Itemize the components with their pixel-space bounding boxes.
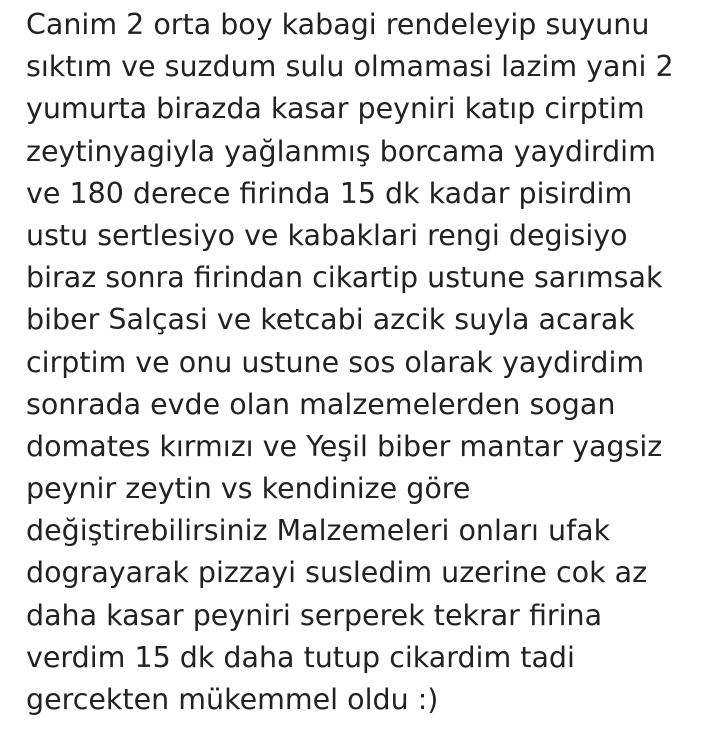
text-line-8: biber Salçasi ve ketcabi azcik suyla acarak [26, 303, 635, 337]
text-line-9: cirptim ve onu ustune sos olarak yaydirdim [26, 345, 645, 379]
text-line-7: biraz sonra firindan cikartip ustune sarımsak [26, 261, 663, 295]
text-line-17: gercekten mükemmel oldu :) [26, 683, 439, 716]
text-line-1: Canim 2 orta boy kabagi rendeleyip suyunu [26, 8, 650, 41]
text-line-10: sonrada evde olan malzemelerden sogan [26, 387, 616, 421]
text-line-5: ve 180 derece firinda 15 dk kadar pisirdim [26, 176, 633, 210]
post-text [26, 4, 716, 721]
text-line-2: sıktım ve suzdum sulu olmamasi lazim yani 2 [26, 50, 674, 84]
text-line-14: dograyarak pizzayi susledim uzerine cok az [26, 556, 648, 590]
text-line-16: verdim 15 dk daha tutup cikardim tadi [26, 640, 575, 674]
text-line-11: domates kırmızı ve Yeşil biber mantar yagsiz [26, 429, 663, 463]
text-line-15: daha kasar peyniri serperek tekrar firina [26, 598, 603, 632]
text-line-3: yumurta birazda kasar peyniri katıp cirptim [26, 92, 645, 126]
text-line-4: zeytinyagiyla yağlanmış borcama yaydirdim [26, 134, 656, 168]
text-line-12: peynir zeytin vs kendinize göre [26, 472, 471, 506]
text-line-13: değiştirebilirsiniz Malzemeleri onları ufak [26, 514, 611, 548]
text-line-6: ustu sertlesiyo ve kabaklari rengi degisiyo [26, 218, 628, 252]
